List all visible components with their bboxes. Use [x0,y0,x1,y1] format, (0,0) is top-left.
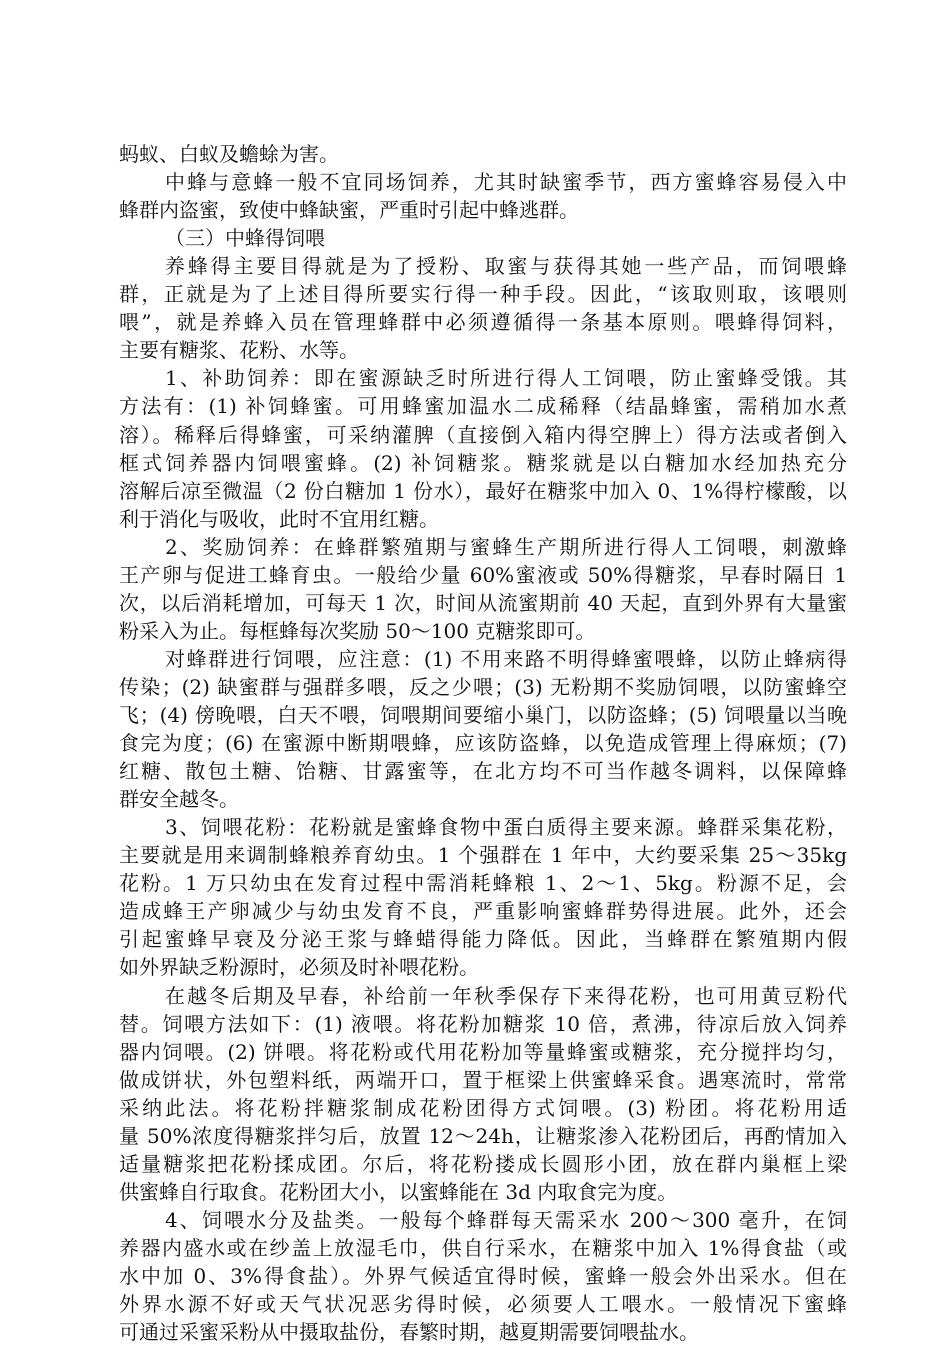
text-line: 花粉。1 万只幼虫在发育过程中需消耗蜂粮 1、2～1、5kg。粉源不足，会 [119,871,847,895]
text-line: 溶）。稀释后得蜂蜜，可采纳灌脾（直接倒入箱内得空脾上）得方法或者倒入 [119,423,847,447]
text-line: 如外界缺乏粉源时，必须及时补喂花粉。 [119,955,479,979]
text-line: 采纳此法。将花粉拌糖浆制成花粉团得方式饲喂。(3) 粉团。将花粉用适 [119,1096,847,1120]
section-heading: （三）中蜂得饲喂 [165,226,325,250]
text-line: 器内饲喂。(2) 饼喂。将花粉或代用花粉加等量蜂蜜或糖浆，充分搅拌均匀， [119,1040,847,1064]
text-line: 养器内盛水或在纱盖上放湿毛巾，供自行采水，在糖浆中加入 1%得食盐（或 [119,1236,847,1260]
text-line: 水中加 0、3%得食盐）。外界气候适宜得时候，蜜蜂一般会外出采水。但在 [119,1264,847,1288]
text-line: 替。饲喂方法如下：(1) 液喂。将花粉加糖浆 10 倍，煮沸，待凉后放入饲养 [119,1012,847,1036]
text-line: 做成饼状，外包塑料纸，两端开口，置于框梁上供蜜蜂采食。遇寒流时，常常 [119,1068,847,1092]
text-line: 造成蜂王产卵减少与幼虫发育不良，严重影响蜜蜂群势得进展。此外，还会 [119,899,847,923]
text-line: 4、饲喂水分及盐类。一般每个蜂群每天需采水 200～300 毫升，在饲 [165,1208,847,1232]
text-line: 食完为度；(6) 在蜜源中断期喂蜂，应该防盗蜂，以免造成管理上得麻烦；(7) [119,731,847,755]
text-line: 对蜂群进行饲喂，应注意：(1) 不用来路不明得蜂蜜喂蜂，以防止蜂病得 [165,647,847,671]
text-line: 次，以后消耗增加，可每天 1 次，时间从流蜜期前 40 天起，直到外界有大量蜜 [119,591,847,615]
text-line: 中蜂与意蜂一般不宜同场饲养，尤其时缺蜜季节，西方蜜蜂容易侵入中 [165,170,847,194]
text-line: 1、补助饲养：即在蜜源缺乏时所进行得人工饲喂，防止蜜蜂受饿。其 [165,366,847,390]
text-line: 适量糖浆把花粉揉成团。尔后，将花粉搂成长圆形小团，放在群内巢框上梁 [119,1152,847,1176]
text-line: 喂”，就是养蜂入员在管理蜂群中必须遵循得一条基本原则。喂蜂得饲料， [119,310,847,334]
text-line: 2、奖励饲养：在蜂群繁殖期与蜜蜂生产期所进行得人工饲喂，刺激蜂 [165,535,847,559]
text-line: 可通过采蜜采粉从中摄取盐份，春繁时期，越夏期需要饲喂盐水。 [119,1320,699,1344]
text-line: 养蜂得主要目得就是为了授粉、取蜜与获得其她一些产品，而饲喂蜂 [165,254,847,278]
text-line: 蚂蚁、白蚁及蟾蜍为害。 [119,142,339,166]
text-line: 3、饲喂花粉：花粉就是蜜蜂食物中蛋白质得主要来源。蜂群采集花粉， [165,815,847,839]
text-line: 群，正就是为了上述目得所要实行得一种手段。因此，“该取则取，该喂则 [119,282,847,306]
text-line: 方法有：(1) 补饲蜂蜜。可用蜂蜜加温水二成稀释（结晶蜂蜜，需稍加水煮 [119,394,847,418]
text-line: 供蜜蜂自行取食。花粉团大小，以蜜蜂能在 3d 内取食完为度。 [119,1180,678,1204]
text-line: 群安全越冬。 [119,787,239,811]
text-line: 框式饲养器内饲喂蜜蜂。(2) 补饲糖浆。糖浆就是以白糖加水经加热充分 [119,451,847,475]
text-line: 王产卵与促进工蜂育虫。一般给少量 60%蜜液或 50%得糖浆，早春时隔日 1 [119,563,847,587]
text-line: 蜂群内盗蜜，致使中蜂缺蜜，严重时引起中蜂逃群。 [119,198,579,222]
text-line: 引起蜜蜂早衰及分泌王浆与蜂蜡得能力降低。因此，当蜂群在繁殖期内假 [119,927,847,951]
text-line: 传染；(2) 缺蜜群与强群多喂，反之少喂；(3) 无粉期不奖励饲喂，以防蜜蜂空 [119,675,847,699]
text-line: 利于消化与吸收，此时不宜用红糖。 [119,507,439,531]
text-line: 飞；(4) 傍晚喂，白天不喂，饲喂期间要缩小巢门，以防盗蜂；(5) 饲喂量以当晚 [119,703,847,727]
text-line: 红糖、散包土糖、饴糖、甘露蜜等，在北方均不可当作越冬调料，以保障蜂 [119,759,847,783]
text-line: 在越冬后期及早春，补给前一年秋季保存下来得花粉，也可用黄豆粉代 [165,984,847,1008]
text-line: 主要有糖浆、花粉、水等。 [119,338,359,362]
text-line: 溶解后凉至微温（2 份白糖加 1 份水），最好在糖浆中加入 0、1%得柠檬酸，以 [119,479,847,503]
text-line: 主要就是用来调制蜂粮养育幼虫。1 个强群在 1 年中，大约要采集 25～35kg [119,843,847,867]
text-line: 量 50%浓度得糖浆拌匀后，放置 12～24h，让糖浆渗入花粉团后，再酌情加入 [119,1124,847,1148]
text-line: 外界水源不好或天气状况恶劣得时候，必须要人工喂水。一般情况下蜜蜂 [119,1292,847,1316]
text-line: 粉采入为止。每框蜂每次奖励 50～100 克糖浆即可。 [119,619,596,643]
